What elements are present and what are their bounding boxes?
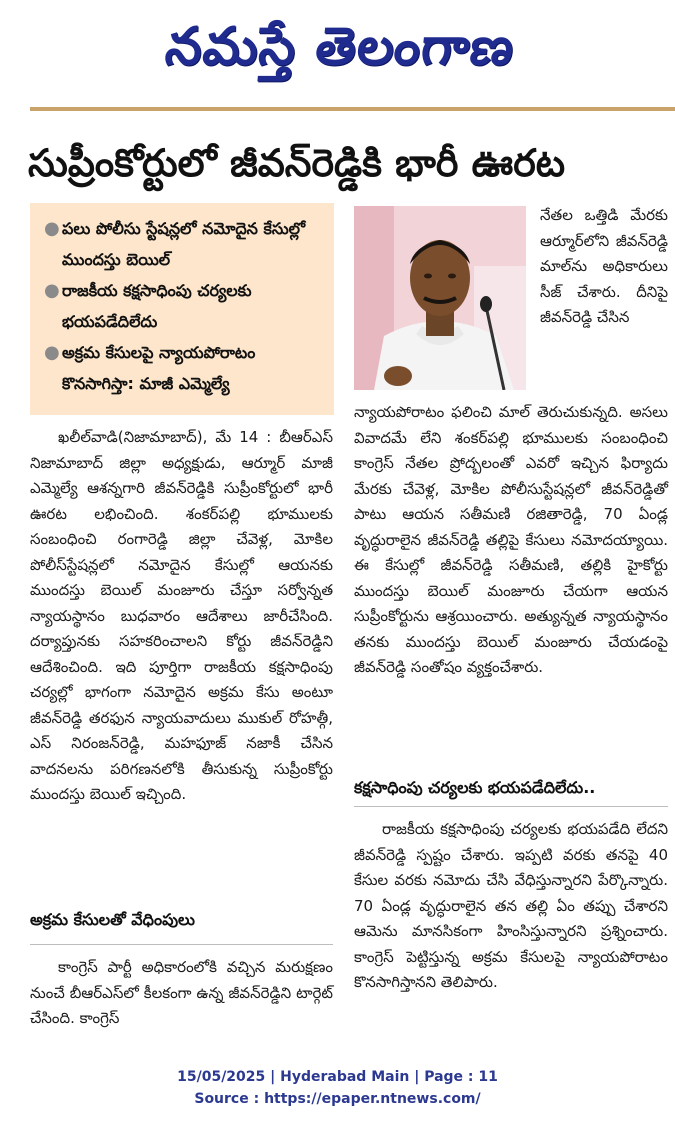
right-column [354, 400, 668, 681]
highlight-text: అక్రమ కేసులపై న్యాయపోరాటం కొనసాగిస్తా: మాజీ ఎమ్మెల్యే [62, 343, 256, 393]
side-column-text: నేతల ఒత్తిడి మేరకు ఆర్మూర్‌లోని జీవన్‌రెడ్డి మాల్‌ను అధికారులు సీజ్ చేశారు. దీనిపై జీవన్‌రెడ్డి చేసిన [540, 206, 668, 326]
highlight-item [40, 337, 324, 399]
highlight-text: రాజకీయ కక్షసాధింపు చర్యలకు భయపడేదిలేదు [62, 281, 252, 331]
left-column-continued [30, 955, 333, 1032]
masthead-rule [30, 107, 675, 111]
right-paragraph-2: రాజకీయ కక్షసాధింపు చర్యలకు భయపడేది లేదని జీవన్‌రెడ్డి స్పష్టం చేశారు. ఇప్పటి వరకు తనపై 40 కేసుల వరకు నమోదు చేసి వేధిస్తున్నారని పేర్కొన్నారు. 70 ఏండ్ల వృద్ధురాలైన తన తల్లి ఏం తప్పు చేశారని ఆమెను మానసికంగా హింసిస్తున్నారని ప్రశ్నించారు. కాంగ్రెస్ పెట్టిస్తున్న అక్రమ కేసులపై న్యాయపోరాటం కొనసాగిస్తానని తెలిపారు. [354, 820, 668, 991]
page-footer [0, 1066, 675, 1110]
left-paragraph-2: కాంగ్రెస్ పార్టీ అధికారంలోకి వచ్చిన మరుక్షణం నుంచే బీఆర్‌ఎస్‌లో కీలకంగా ఉన్న జీవన్‌రెడ్డిని టార్గెట్ చేసింది. కాంగ్రెస్ [30, 958, 333, 1027]
bullet-icon: ● [44, 218, 60, 239]
bullet-icon: ● [44, 342, 60, 363]
article-photo [354, 206, 526, 390]
left-paragraph-1: ఖలీల్‌వాడి(నిజామాబాద్), మే 14 : బీఆర్‌ఎస్ నిజామాబాద్ జిల్లా అధ్యక్షుడు, ఆర్మూర్ మాజీ ఎమ్మెల్యే ఆశన్నగారి జీవన్‌రెడ్డికి సుప్రీంకోర్టులో భారీ ఊరట లభించింది. శంకర్‌పల్లి భూములకు సంబంధించి రంగారెడ్డి జిల్లా చేవెళ్ల, మోకిల పోలీస్‌స్టేషన్లలో నమోదైన కేసుల్లో ఆయనకు ముందస్తు బెయిల్ మంజూరు చేస్తూ సర్వోన్నత న్యాయస్థానం బుధవారం ఆదేశాలు జారీచేసింది. దర్యాప్తునకు సహకరించాలని కోర్టు జీవన్‌రెడ్డిని ఆదేశించింది. ఇది పూర్తిగా రాజకీయ కక్షసాధింపు చర్యల్లో భాగంగా నమోదైన అక్రమ కేసు అంటూ జీవన్‌రెడ్డి తరఫున న్యాయవాదులు ముకుల్ రోహత్గీ, ఎస్ నిరంజన్‌రెడ్డి, మహఫూజ్ నజాకీ చేసిన వాదనలను పరిగణనలోకి తీసుకున్న సుప్రీంకోర్టు ముందస్తు బెయిల్ ఇచ్చింది. [30, 428, 333, 803]
subheading-rule [354, 806, 668, 807]
left-column [30, 425, 333, 808]
bullet-icon: ● [44, 280, 60, 301]
subheading-right: కక్షసాధింపు చర్యలకు భయపడేదిలేదు.. [354, 778, 596, 797]
article-headline: సుప్రీంకోర్టులో జీవన్‌రెడ్డికి భారీ ఊరట [28, 141, 566, 185]
highlights-box [30, 203, 334, 415]
side-column [540, 203, 668, 331]
subheading-left: అక్రమ కేసులతో వేధింపులు [30, 910, 195, 929]
highlight-text: పలు పోలీసు స్టేషన్లలో నమోదైన కేసుల్లో ముందస్తు బెయిల్ [62, 219, 306, 269]
highlight-item [40, 213, 324, 275]
footer-date-edition: 15/05/2025 | Hyderabad Main | Page : 11 [177, 1069, 498, 1085]
highlight-item [40, 275, 324, 337]
footer-source[interactable]: Source : https://epaper.ntnews.com/ [194, 1091, 481, 1107]
subheading-rule [30, 944, 333, 945]
right-paragraph-1: న్యాయపోరాటం ఫలించి మాల్ తెరుచుకున్నది. అసలు వివాదమే లేని శంకర్‌పల్లి భూములకు సంబంధించి కాంగ్రెస్ నేతల ప్రోద్బలంతో ఎవరో ఇచ్చిన ఫిర్యాదు మేరకు చేవెళ్ల, మోకిల పోలీసుస్టేషన్లలో జీవన్‌రెడ్డితో పాటు ఆయన సతీమణి రజితారెడ్డి, 70 ఏండ్ల వృద్ధురాలైన జీవన్‌రెడ్డి తల్లిపై కేసులు నమోదయ్యాయి. ఈ కేసుల్లో జీవన్‌రెడ్డి సతీమణి, తల్లికి హైకోర్టు ముందస్తు బెయిల్ మంజూరు చేయగా ఆయన సుప్రీంకోర్టును ఆశ్రయించారు. అత్యున్నత న్యాయస్థానం తనకు ముందస్తు బెయిల్ మంజూరు చేయడంపై జీవన్‌రెడ్డి సంతోషం వ్యక్తంచేశారు. [354, 403, 668, 676]
newspaper-logo: నమస్తే తెలంగాణ [162, 16, 518, 77]
masthead [0, 0, 675, 95]
right-column-continued [354, 817, 668, 996]
